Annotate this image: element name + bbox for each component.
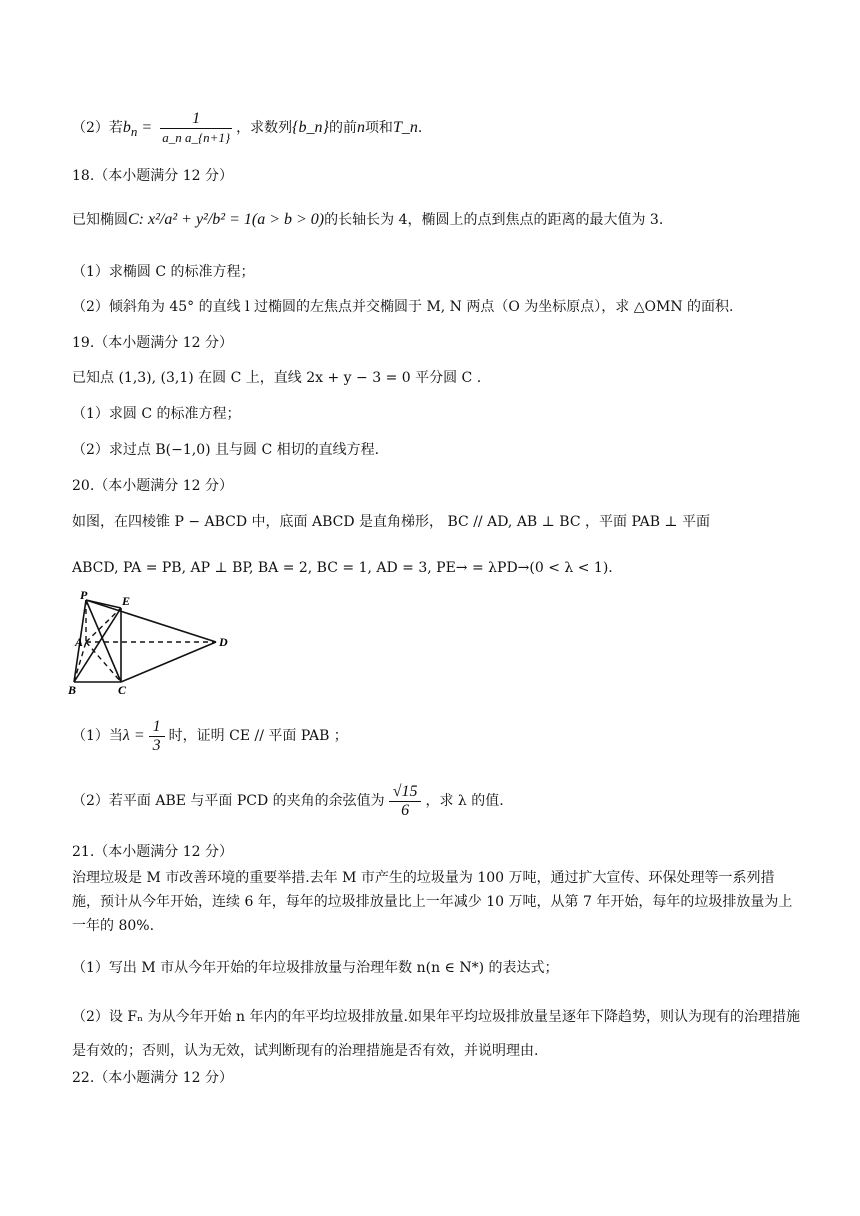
bn-symbol: b xyxy=(122,119,131,136)
lambda-eq: λ = xyxy=(122,727,145,744)
q17-part2: （2）若$b_n$ = $\frac{1}{\text{a\_n a\_\{n+1\}}}$ ，求数列{b_n}的前n项和T_n. xyxy=(72,109,423,145)
q21-part2: （2）设 Fₙ 为从今年开始 n 年内的年平均垃圾排放量.如果年平均垃圾排放量呈逐年下降趋势，则认为现有的治理措施是有效的；否则，认为无效，试判断现有的治理措施是否有效，并说明理由. xyxy=(72,1009,800,1059)
pyramid-figure xyxy=(66,590,246,700)
label-D: D xyxy=(219,635,228,649)
q20-part2 xyxy=(72,778,800,824)
q21-stem: 治理垃圾是 M 市改善环境的重要举措.去年 M 市产生的垃圾量为 100 万吨，通过扩大宣传、环保处理等一系列措施，预计从今年开始，连续 6 年，每年的垃圾排放量比上一年减少 10 万吨，从第 7 年开始，每年的垃圾排放量为上一年的 80%. xyxy=(72,870,793,934)
q22-header: 22.（本小题满分 12 分） xyxy=(72,1070,233,1086)
label-A: A xyxy=(75,635,84,649)
label-P: P xyxy=(80,590,88,602)
q17-mid: ，求数列 xyxy=(236,120,293,136)
label-E: E xyxy=(122,594,131,608)
q18-part1: （1）求椭圆 C 的标准方程； xyxy=(72,264,255,280)
q19-part2: （2）求过点 B(−1,0) 且与圆 C 相切的直线方程. xyxy=(72,442,380,458)
q20-p2-fraction xyxy=(389,783,422,820)
q17-n: n xyxy=(356,119,365,136)
q17-frac-den: a_n a_{n+1} xyxy=(162,129,231,145)
q17-frac-num: 1 xyxy=(160,110,232,129)
q17-tn: T_n xyxy=(392,119,418,136)
label-C: C xyxy=(118,683,127,697)
q19-part1: （1）求圆 C 的标准方程； xyxy=(72,406,241,422)
q20-p1-post: 时，证明 CE // 平面 PAB ； xyxy=(168,728,348,744)
q17-fraction xyxy=(160,110,232,147)
q20-p1-den: 3 xyxy=(152,736,161,754)
q20-header: 20.（本小题满分 12 分） xyxy=(72,478,233,494)
q21-part1: （1）写出 M 市从今年开始的年垃圾排放量与治理年数 n(n ∈ N*) 的表达式； xyxy=(72,960,559,976)
q20-stem-line2: ABCD, PA = PB, AP ⊥ BP, BA = 2, BC = 1, AD = 3, PE→ = λPD→(0 < λ < 1). xyxy=(72,560,613,576)
q20-p2-den: 6 xyxy=(401,801,410,819)
q20-p2-prefix: （2）若平面 ABE 与平面 PCD 的夹角的余弦值为 xyxy=(72,793,385,809)
q17-seq: {b_n} xyxy=(292,119,329,136)
q18-stem xyxy=(72,210,800,230)
q18-stem-post: 的长轴长为 4，椭圆上的点到焦点的距离的最大值为 3. xyxy=(324,212,664,228)
q20-part1 xyxy=(72,714,800,758)
q17-mid2: 的前 xyxy=(328,120,357,136)
q17-post: 项和 xyxy=(364,120,393,136)
q20-p2-post: ，求 λ 的值. xyxy=(425,793,504,809)
q17-end: . xyxy=(417,120,423,136)
q19-header: 19.（本小题满分 12 分） xyxy=(72,335,233,351)
q20-p1-prefix: （1）当 xyxy=(72,728,123,744)
q20-p1-fraction xyxy=(149,718,165,755)
q17-part2-prefix: （2）若 xyxy=(72,120,123,136)
bn-subscript: n xyxy=(130,123,138,139)
q20-p1-num: 1 xyxy=(149,718,165,737)
q18-header: 18.（本小题满分 12 分） xyxy=(72,168,233,184)
q20-p2-num: √15 xyxy=(389,783,422,802)
label-B: B xyxy=(68,683,77,697)
q18-part2: （2）倾斜角为 45° 的直线 l 过椭圆的左焦点并交椭圆于 M, N 两点（O 为坐标原点），求 △OMN 的面积. xyxy=(72,299,734,315)
q18-stem-prefix: 已知椭圆 xyxy=(72,212,128,228)
q19-stem: 已知点 (1,3), (3,1) 在圆 C 上，直线 2x + y − 3 = 0 平分圆 C . xyxy=(72,370,482,386)
q20-stem-line1: 如图，在四棱锥 P − ABCD 中，底面 ABCD 是直角梯形， BC // AD, AB ⊥ BC ，平面 PAB ⊥ 平面 xyxy=(72,514,711,530)
q21-header: 21.（本小题满分 12 分） xyxy=(72,844,233,860)
ellipse-equation: C: x²/a² + y²/b² = 1(a > b > 0) xyxy=(128,211,325,228)
